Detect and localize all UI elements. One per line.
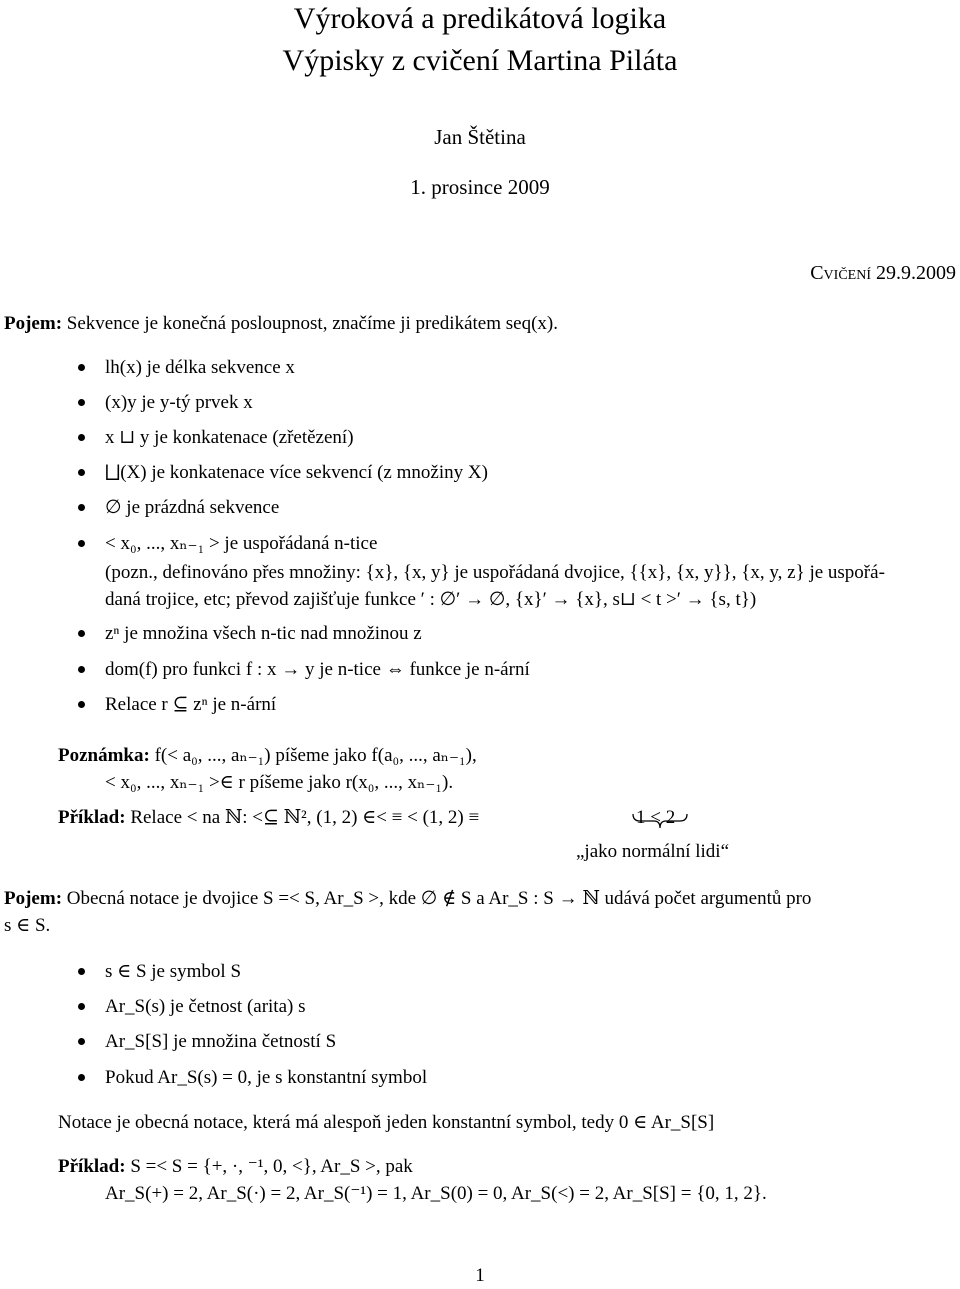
poznamka-line-1: f(< a₀, ..., aₙ₋₁) píšeme jako f(a₀, ..., aₙ₋₁), — [154, 745, 477, 766]
priklad2-label: Příklad: — [58, 1156, 126, 1177]
priklad-label: Příklad: — [58, 807, 126, 828]
pozn-line-2: daná trojice, etc; převod zajišťuje funkce ′ : ∅′ → ∅, {x}′ → {x}, s⊔ < t >′ → {s, t}) — [105, 589, 757, 610]
pojem-sekvence — [4, 312, 558, 337]
date: 1. prosince 2009 — [410, 175, 550, 199]
notace-definition: Notace je obecná notace, která má alespoň jeden konstantní symbol, tedy 0 ∈ Ar_S[S] — [58, 1112, 715, 1133]
priklad-formula: 1 < 2 — [636, 807, 676, 828]
document-title: Výroková a predikátová logika — [293, 2, 667, 35]
bullet-icon — [78, 666, 85, 673]
bullet-icon — [78, 469, 85, 476]
bullet-icon — [78, 364, 85, 371]
bullet-icon — [78, 701, 85, 708]
underbrace-icon — [632, 812, 688, 830]
bullet-icon — [78, 504, 85, 511]
bullet-icon — [78, 630, 85, 637]
author: Jan Štětina — [434, 125, 526, 149]
poznamka-label: Poznámka: — [58, 745, 150, 766]
priklad2-line-1: S =< S = {+, ·, ⁻¹, 0, <}, Ar_S >, pak — [130, 1156, 413, 1177]
priklad-relace — [58, 806, 479, 831]
pojem-notace — [4, 887, 811, 912]
priklad2-line-2: Ar_S(+) = 2, Ar_S(·) = 2, Ar_S(⁻¹) = 1, Ar_S(0) = 0, Ar_S(<) = 2, Ar_S[S] = {0, 1, 2}. — [105, 1183, 767, 1204]
poznamka-line-2: < x₀, ..., xₙ₋₁ >∈ r píšeme jako r(x₀, ..., xₙ₋₁). — [105, 772, 454, 793]
bullet-icon — [78, 1003, 85, 1010]
pojem-text: Sekvence je konečná posloupnost, značíme ji predikátem seq(x). — [66, 313, 558, 334]
pozn-line-1: (pozn., definováno přes množiny: {x}, {x, y} je uspořádaná dvojice, {{x}, {x, y}}, {x, y, z} je uspořá- — [105, 562, 885, 583]
priklad-note: „jako normální lidi“ — [576, 841, 730, 862]
pojem2-line-2: s ∈ S. — [4, 915, 51, 936]
section-heading: Cvičení 29.9.2009 — [810, 262, 956, 284]
page-number: 1 — [475, 1265, 485, 1286]
priklad-text: Relace < na ℕ: <⊆ ℕ², (1, 2) ∈< ≡ < (1, 2) ≡ — [130, 807, 480, 828]
bullet-icon — [78, 540, 85, 547]
pojem2-line-1: Obecná notace je dvojice S =< S, Ar_S >, kde ∅ ∉ S a Ar_S : S → ℕ udává počet argumentů pro — [66, 888, 812, 909]
bullet-icon — [78, 968, 85, 975]
bullet-icon — [78, 1074, 85, 1081]
bullet-icon — [78, 434, 85, 441]
bullet-icon — [78, 1038, 85, 1045]
priklad-notace — [58, 1155, 413, 1180]
poznamka — [58, 744, 477, 769]
pojem2-label: Pojem: — [4, 888, 63, 909]
pojem-label: Pojem: — [4, 313, 63, 334]
bullet-icon — [78, 399, 85, 406]
document-subtitle: Výpisky z cvičení Martina Piláta — [282, 44, 678, 77]
